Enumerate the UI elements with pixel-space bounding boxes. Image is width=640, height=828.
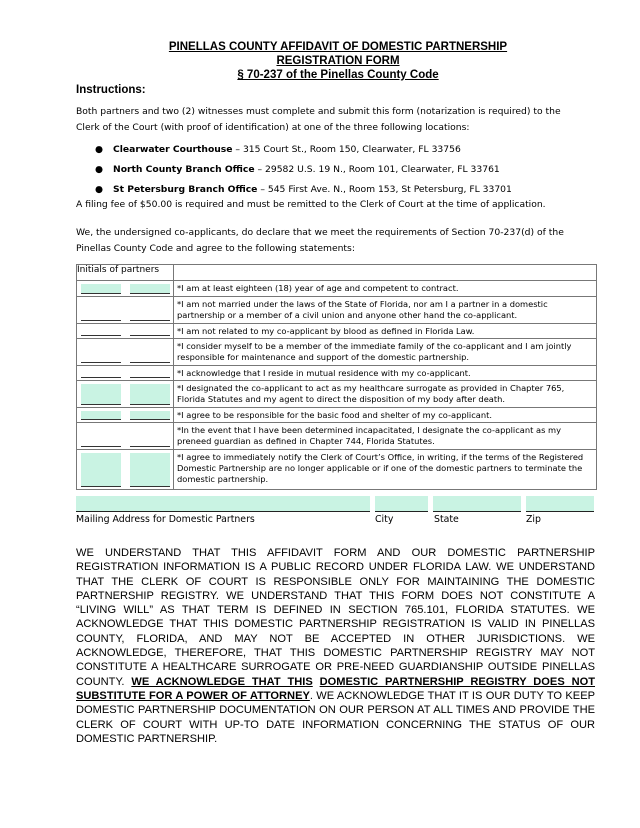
zip-field[interactable] <box>526 496 594 512</box>
statement-text: *I agree to immediately notify the Clerk of Court’s Office, in writing, if the terms of the Registered Domestic Partnership are no longer applicable or if one of the domestic partners to terminate the domestic partnership. <box>174 450 597 490</box>
location-item <box>95 141 575 161</box>
location-name: Clearwater Courthouse <box>113 144 233 155</box>
intro-paragraph: Both partners and two (2) witnesses must complete and submit this form (notarization is required) to the Clerk of the Court (with proof of identification) at one of the three following locations: <box>76 106 561 133</box>
location-name: North County Branch Office <box>113 164 255 175</box>
partner1-initials-field[interactable] <box>81 342 121 363</box>
title-line-1: PINELLAS COUNTY AFFIDAVIT OF DOMESTIC PARTNERSHIP <box>168 41 508 53</box>
statement-text: *I consider myself to be a member of the immediate family of the co-applicant and I am jointly responsible for maintenance and support of the domestic partnership. <box>174 339 597 366</box>
ack-emphasis-1: WE ACKNOWLEDGE THAT THIS <box>131 675 313 688</box>
partner1-initials-field[interactable] <box>81 411 121 420</box>
partner1-initials-field[interactable] <box>81 453 121 487</box>
partner1-initials-field[interactable] <box>81 284 121 294</box>
partner2-initials-field[interactable] <box>130 453 170 487</box>
statement-text: *I acknowledge that I reside in mutual residence with my co-applicant. <box>174 366 597 381</box>
bullet-icon: ● <box>95 164 104 175</box>
partner1-initials-field[interactable] <box>81 327 121 336</box>
title-line-2: REGISTRATION FORM <box>276 55 400 67</box>
title-line-3: § 70-237 of the Pinellas County Code <box>237 69 439 81</box>
statement-text: *I designated the co-applicant to act as my healthcare surrogate as provided in Chapter 765, Florida Statutes and my agent to direct the disposition of my body after death. <box>174 381 597 408</box>
ack-text-2: . WE ACKNOWLEDGE THAT IT IS OUR DUTY TO KEEP DOMESTIC PARTNERSHIP DOCUMENTATION ON OUR PERSON AT ALL TIMES AND PROVIDE THE CLERK OF COURT WITH UP-TO DATE INFORMATION CONCERNING THE STATUS OF OUR DOMESTIC PARTNERSHIP. <box>76 689 595 745</box>
bullet-icon: ● <box>95 144 104 155</box>
locations-list <box>95 141 575 201</box>
ack-emphasis-2: DOMESTIC PARTNERSHIP REGISTRY DOES NOT SUBSTITUTE FOR A POWER OF ATTORNEY <box>76 675 596 702</box>
partner2-initials-field[interactable] <box>130 369 170 378</box>
statement-text: *In the event that I have been determined incapacitated, I designate the co-applicant as my preneed guardian as defined in Chapter 744, Florida Statutes. <box>174 423 597 450</box>
partner1-initials-field[interactable] <box>81 300 121 321</box>
location-item <box>95 161 575 181</box>
form-title <box>0 40 640 82</box>
declaration-paragraph: We, the undersigned co-applicants, do declare that we meet the requirements of Section 70-237(d) of the Pinellas County Code and agree to the following statements: <box>76 227 564 254</box>
statement-text: *I am at least eighteen (18) year of age and competent to contract. <box>174 281 597 297</box>
statements-table <box>76 264 597 490</box>
ack-text-1: WE UNDERSTAND THAT THIS AFFIDAVIT FORM AND OUR DOMESTIC PARTNERSHIP REGISTRATION INFORMATION IS A PUBLIC RECORD UNDER FLORIDA LAW. WE UNDERSTAND THAT THE CLERK OF COURT IS RESPONSIBLE ONLY FOR MAINTAINING THE DOMESTIC PARTNERSHIP REGISTRY. WE UNDERSTAND THAT THIS FORM DOES NOT CONSTITUTE A “LIVING WILL” AS THAT TERM IS DEFINED IN SECTION 765.101, FLORIDA STATUTES. WE ACKNOWLEDGE THAT THIS DOMESTIC PARTNERSHIP REGISTRATION IS VALID IN PINELLAS COUNTY, FLORIDA, AND MAY NOT BE ACCEPTED IN OTHER JURISDICTIONS. WE ACKNOWLEDGE, THEREFORE, THAT THIS DOMESTIC PARTNERSHIP REGISTRY MAY NOT CONSTITUTE A HEALTHCARE SURROGATE OR PRE-NEED GUARDIANSHIP OUTSIDE PINELLAS COUNTY. <box>76 547 595 688</box>
location-address: – 545 First Ave. N., Room 153, St Petersburg, FL 33701 <box>257 184 512 195</box>
partner2-initials-field[interactable] <box>130 284 170 294</box>
state-field[interactable] <box>433 496 521 512</box>
partner2-initials-field[interactable] <box>130 384 170 405</box>
partner2-initials-field[interactable] <box>130 300 170 321</box>
statement-text: *I am not married under the laws of the State of Florida, nor am I a partner in a domestic partnership or a member of a civil union and anyone other hand the co-applicant. <box>174 297 597 324</box>
instructions-heading: Instructions: <box>76 84 146 96</box>
partner2-initials-field[interactable] <box>130 411 170 420</box>
mailing-address-label: Mailing Address for Domestic Partners <box>76 514 255 525</box>
acknowledgment-paragraph <box>76 546 595 746</box>
statement-text: *I am not related to my co-applicant by blood as defined in Florida Law. <box>174 324 597 339</box>
location-address: – 29582 U.S. 19 N., Room 101, Clearwater, FL 33761 <box>254 164 500 175</box>
location-name: St Petersburg Branch Office <box>113 184 258 195</box>
fee-paragraph: A filing fee of $50.00 is required and must be remitted to the Clerk of Court at the time of application. <box>76 199 546 210</box>
state-label: State <box>434 514 459 525</box>
header-blank-cell <box>174 265 597 281</box>
partner1-initials-field[interactable] <box>81 384 121 405</box>
partner1-initials-field[interactable] <box>81 426 121 447</box>
mailing-address-field[interactable] <box>76 496 370 512</box>
city-field[interactable] <box>375 496 428 512</box>
statement-text: *I agree to be responsible for the basic food and shelter of my co-applicant. <box>174 408 597 423</box>
partner1-initials-field[interactable] <box>81 369 121 378</box>
initials-header: Initials of partners <box>77 265 174 281</box>
zip-label: Zip <box>526 514 541 525</box>
partner2-initials-field[interactable] <box>130 327 170 336</box>
bullet-icon: ● <box>95 184 104 195</box>
partner2-initials-field[interactable] <box>130 426 170 447</box>
partner2-initials-field[interactable] <box>130 342 170 363</box>
location-address: – 315 Court St., Room 150, Clearwater, FL 33756 <box>232 144 461 155</box>
city-label: City <box>375 514 394 525</box>
